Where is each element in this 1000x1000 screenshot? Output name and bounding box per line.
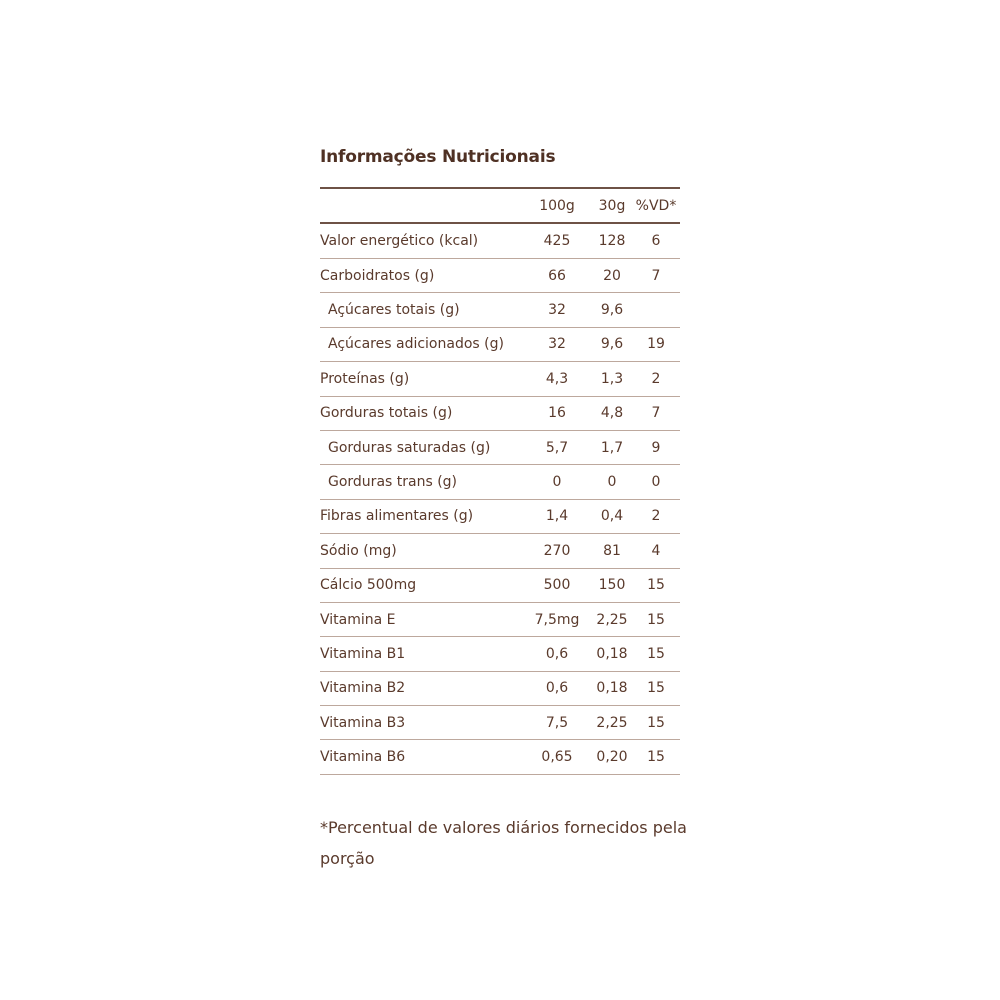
nutrient-label: Açúcares adicionados (g) [328,336,504,353]
nutrient-label: Gorduras trans (g) [328,474,458,491]
daily-value-percent: 7 [651,405,661,422]
nutrient-label: Carboidratos (g) [320,267,435,284]
table-row [320,740,680,774]
value-per-30g: 0,18 [596,680,628,697]
table-row [320,637,680,671]
value-per-100g: 0 [552,474,562,491]
value-per-100g: 66 [548,267,566,284]
value-per-30g: 0,20 [596,749,628,766]
nutrient-label: Fibras alimentares (g) [320,508,474,525]
header-30g: 30g [598,197,626,214]
header-daily-value: %VD* [635,197,677,214]
value-per-100g: 0,65 [541,749,573,766]
daily-value-percent: 2 [651,370,661,387]
daily-value-percent: 7 [651,267,661,284]
value-per-100g: 4,3 [545,370,569,387]
value-per-30g: 0,4 [600,508,624,525]
value-per-100g: 7,5mg [534,611,580,628]
daily-value-percent: 15 [647,611,665,628]
daily-value-percent: 6 [651,233,661,249]
value-per-100g: 7,5 [545,714,569,731]
nutrient-label: Valor energético (kcal) [320,233,479,249]
table-row [320,293,680,327]
value-per-30g: 128 [598,233,626,249]
footnote: *Percentual de valores diários fornecidos pela porção [320,818,687,868]
daily-value-percent: 2 [651,508,661,525]
nutrient-label: Vitamina B1 [320,645,406,662]
value-per-30g: 150 [598,577,626,594]
table-header-row [320,189,680,224]
table-row [320,397,680,431]
table-row [320,500,680,534]
daily-value-percent: 15 [647,714,665,731]
value-per-30g: 9,6 [600,302,624,319]
nutrition-facts-panel [320,144,687,868]
table-row [320,569,680,603]
table-body [320,224,680,775]
value-per-100g: 0,6 [545,680,569,697]
nutrient-label: Gorduras totais (g) [320,405,453,422]
table-row [320,603,680,637]
nutrition-table [320,187,680,775]
nutrient-label: Cálcio 500mg [320,577,417,594]
value-per-30g: 2,25 [596,714,628,731]
table-row [320,224,680,259]
daily-value-percent: 19 [647,336,665,353]
table-row [320,259,680,293]
daily-value-percent: 15 [647,680,665,697]
daily-value-percent: 15 [647,577,665,594]
value-per-100g: 16 [548,405,566,422]
value-per-30g: 2,25 [596,611,628,628]
value-per-100g: 425 [543,233,571,249]
table-row [320,672,680,706]
value-per-30g: 0 [607,474,617,491]
nutrient-label: Vitamina B2 [320,680,406,697]
daily-value-percent: 15 [647,645,665,662]
value-per-100g: 1,4 [545,508,569,525]
daily-value-percent: 15 [647,749,665,766]
value-per-100g: 0,6 [545,645,569,662]
table-row [320,328,680,362]
nutrient-label: Sódio (mg) [320,542,397,559]
nutrient-label: Vitamina B3 [320,714,406,731]
value-per-100g: 32 [548,336,566,353]
table-title: Informações Nutricionais [320,147,556,167]
value-per-30g: 9,6 [600,336,624,353]
daily-value-percent: 4 [651,542,661,559]
nutrient-label: Gorduras saturadas (g) [328,439,491,456]
value-per-100g: 270 [543,542,571,559]
nutrient-label: Vitamina B6 [320,749,406,766]
nutrient-label: Vitamina E [320,611,396,628]
nutrient-label: Açúcares totais (g) [328,302,460,319]
value-per-30g: 4,8 [600,405,624,422]
value-per-30g: 0,18 [596,645,628,662]
value-per-100g: 5,7 [545,439,569,456]
daily-value-percent: 9 [651,439,661,456]
table-row [320,534,680,568]
value-per-100g: 500 [543,577,571,594]
nutrient-label: Proteínas (g) [320,370,410,387]
value-per-30g: 20 [603,267,621,284]
table-row [320,431,680,465]
value-per-100g: 32 [548,302,566,319]
table-row [320,465,680,499]
table-row [320,706,680,740]
header-100g: 100g [539,197,575,214]
table-row [320,362,680,396]
daily-value-percent: 0 [651,474,661,491]
value-per-30g: 1,7 [600,439,624,456]
value-per-30g: 1,3 [600,370,624,387]
value-per-30g: 81 [603,542,621,559]
